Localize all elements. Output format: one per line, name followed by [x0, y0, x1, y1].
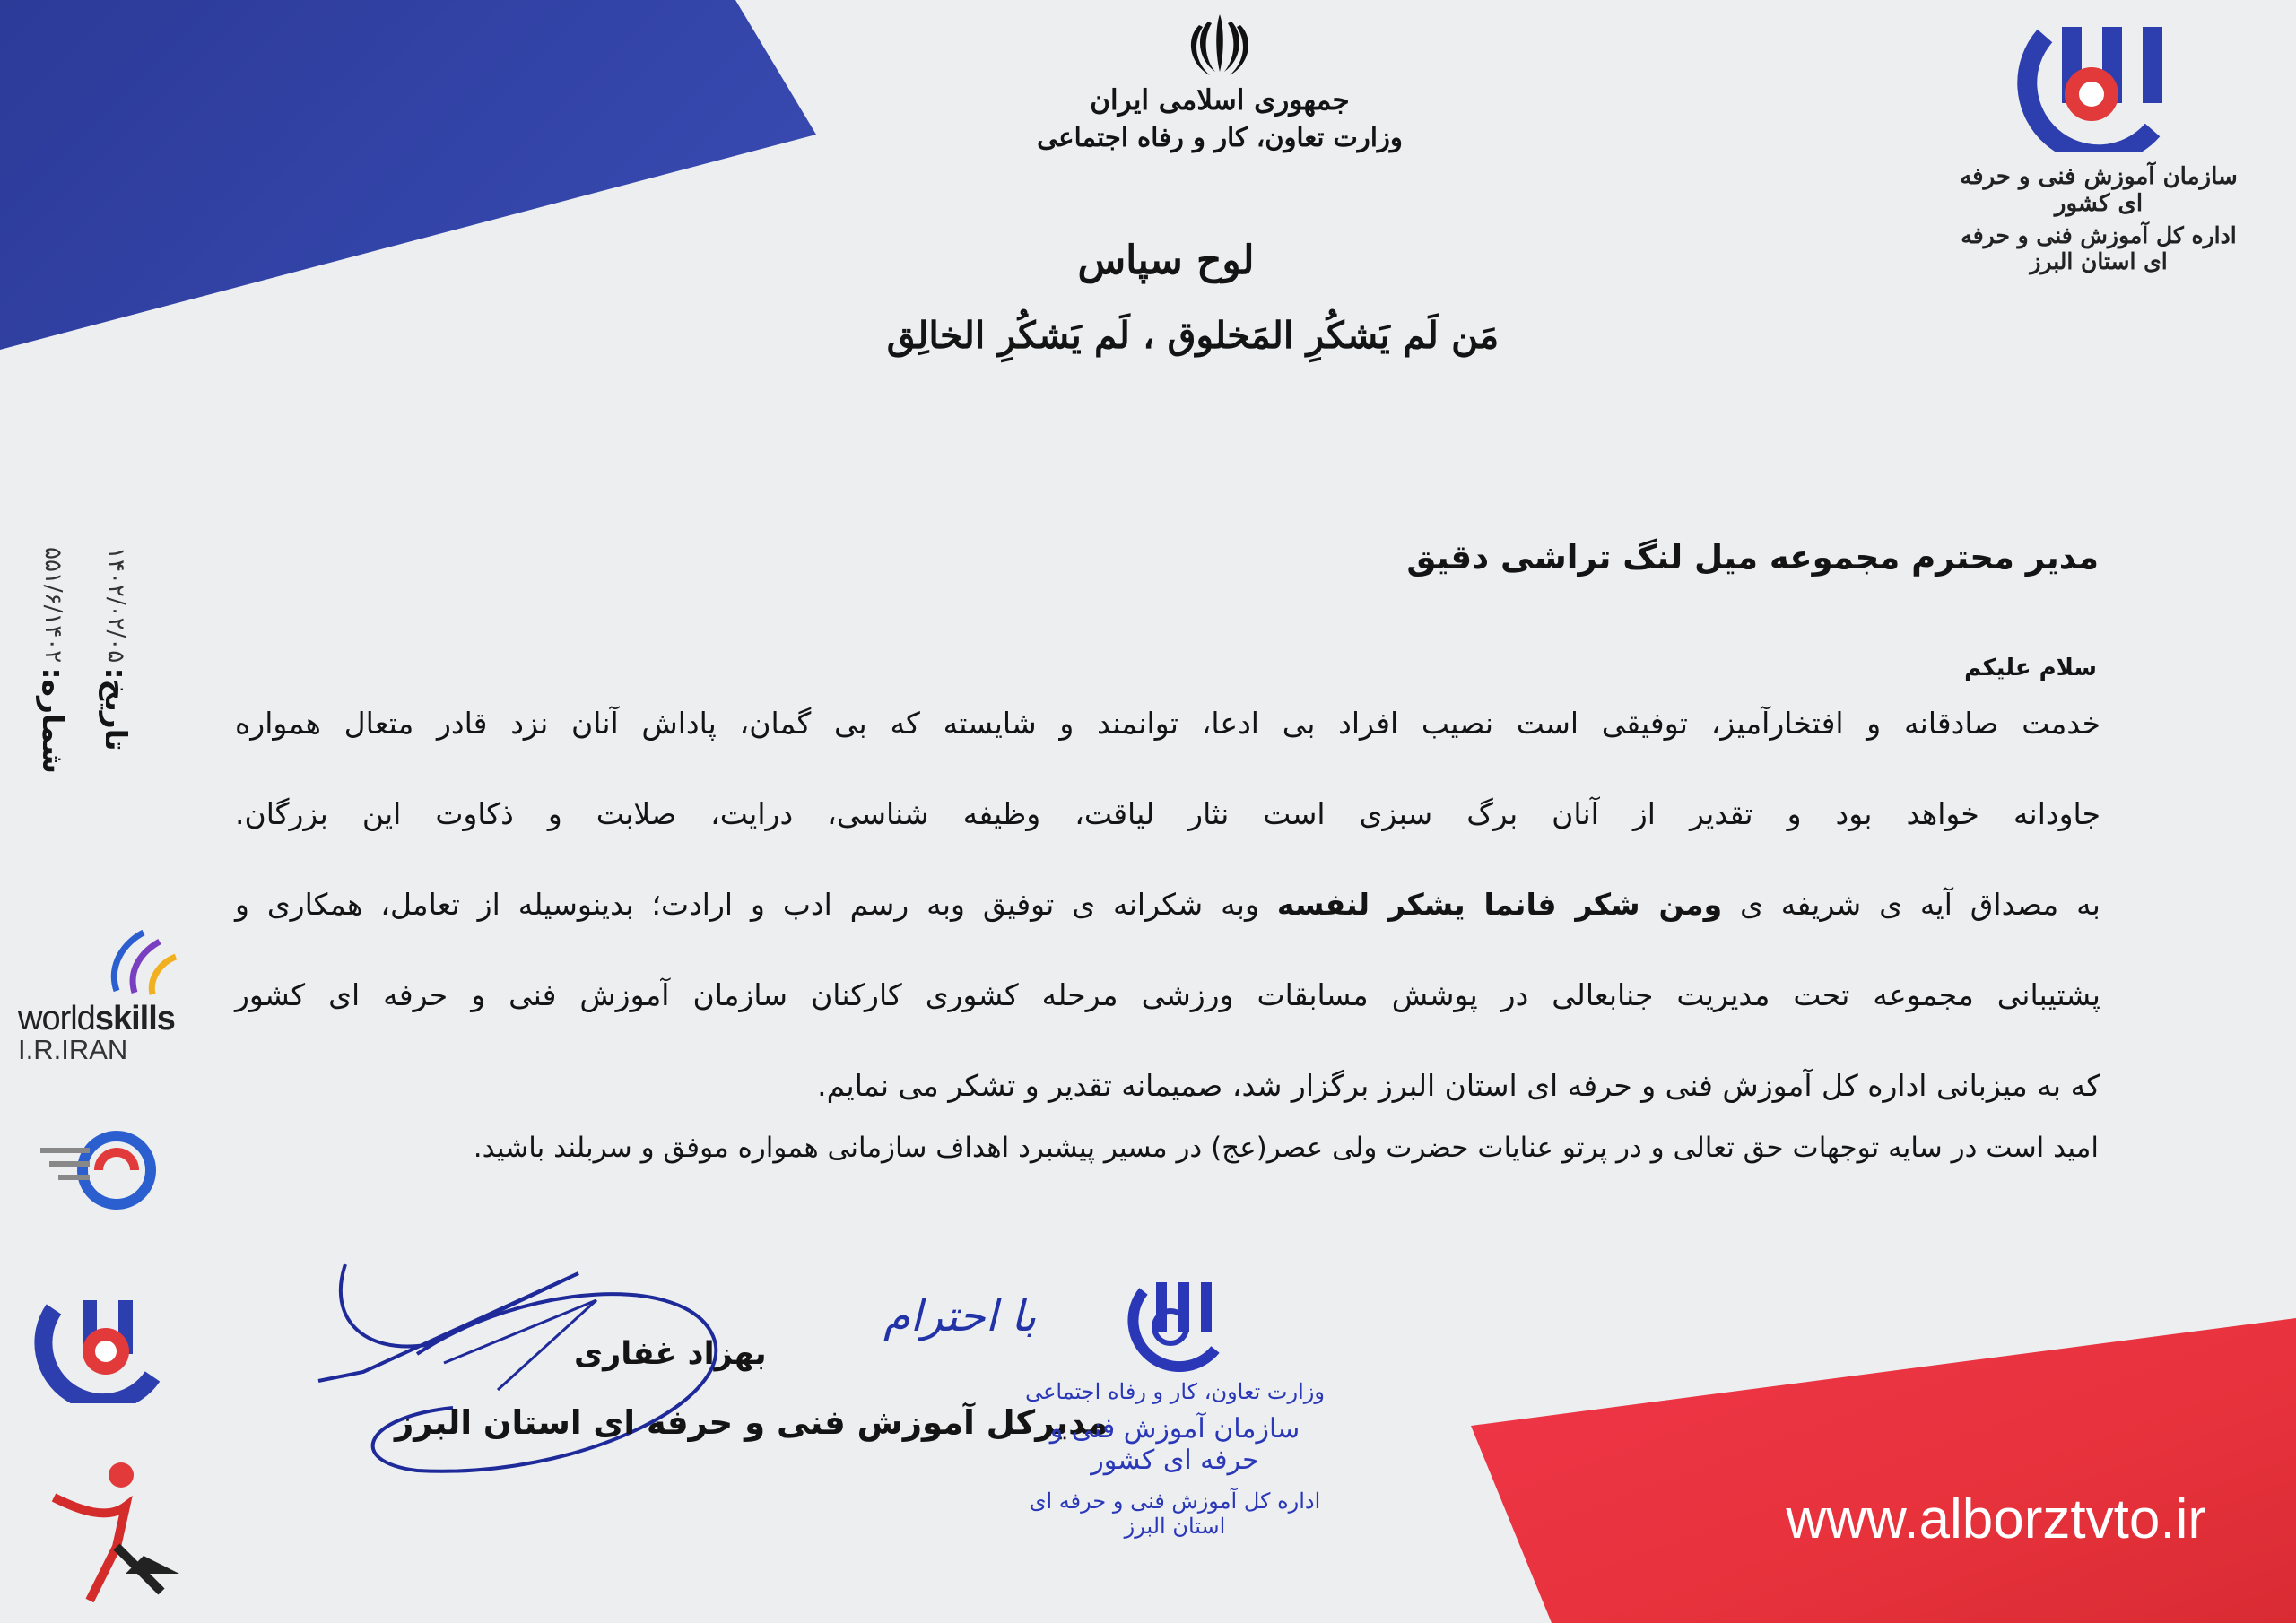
body-line: پشتیبانی مجموعه تحت مدیریت جنابعالی در پوشش مسابقات ورزشی مرحله کشوری کارکنان سازمان آموزش فنی و حرفه ای کشور	[235, 977, 2100, 1012]
stamp-line-ministry: وزارت تعاون، کار و رفاه اجتماعی	[1025, 1379, 1325, 1404]
sports-logo	[27, 1457, 179, 1613]
document-metadata	[27, 511, 152, 834]
worldskills-country: I.R.IRAN	[18, 1034, 128, 1065]
body-line-end: وبه شکرانه ی توفیق وبه رسم ادب و ارادت؛ بدینوسیله از تعامل، همکاری و	[235, 887, 1259, 922]
date-label: تاریخ:	[99, 667, 134, 751]
number-value: ۵۵۱/۶/۱۴۰۲	[39, 547, 66, 664]
official-stamp	[1022, 1273, 1327, 1539]
worldskills-brand-b: skills	[94, 1000, 175, 1037]
page-title: لوح سپاس	[1077, 238, 1255, 283]
website-url[interactable]: www.alborztvto.ir	[1786, 1488, 2206, 1550]
stamp-logo-icon	[1108, 1273, 1242, 1372]
body-line	[235, 873, 2100, 964]
signatory-name: بهزاد غفاری	[574, 1336, 767, 1372]
stamp-line-org: سازمان آموزش فنی و حرفه ای کشور	[1049, 1413, 1300, 1476]
closing-line: امید است در سایه توجهات حق تعالی و در پرتو عنایات حضرت ولی عصر(عج) در مسیر پیشبرد اهداف سازمانی همواره موفق و سربلند باشید.	[473, 1132, 2099, 1164]
body-line: خدمت صادقانه و افتخارآمیز، توفیقی است نصیب افراد بی ادعا، توانمند و شایسته که بی گمان، پاداش آنان نزد قادر متعال همواره	[235, 706, 2100, 741]
worldskills-logo	[18, 928, 188, 1066]
number-column	[36, 511, 71, 834]
body-line: جاودانه خواهد بود و تقدیر از آنان برگ سبزی است نثار لیاقت، وظیفه شناسی، درایت، صلابت و ذکاوت این بزرگان.	[235, 796, 2100, 831]
org-name-provincial: اداره کل آموزش فنی و حرفه ای استان البرز	[1961, 222, 2237, 274]
tvto-logo-icon	[1991, 18, 2206, 152]
hadith-quote: مَن لَم یَشکُرِ المَخلوق ، لَم یَشکُرِ الخالِق	[886, 314, 1500, 357]
blue-corner-decoration	[0, 0, 816, 350]
country-name: جمهوری اسلامی ایران	[1090, 84, 1350, 117]
electronic-skills-icon	[27, 1287, 179, 1403]
org-name-national: سازمان آموزش فنی و حرفه ای کشور	[1960, 163, 2238, 217]
quran-verse: ومن شکر فانما یشکر لنفسه	[1276, 887, 1723, 922]
greeting: سلام علیکم	[1964, 655, 2097, 681]
letter-body	[235, 692, 2100, 1145]
digital-skills-icon	[27, 1116, 170, 1233]
body-line-start: به مصداق آیه ی شریفه ی	[1740, 887, 2100, 922]
stamp-line-province: اداره کل آموزش فنی و حرفه ای استان البرز	[1029, 1488, 1321, 1539]
date-value: ۱۴۰۲/۰۲/۰۵	[102, 547, 129, 664]
digital-skills-logo	[27, 1116, 170, 1237]
electronic-skills-logo	[27, 1287, 179, 1407]
handwritten-note: با احترام	[883, 1291, 1037, 1341]
body-line: که به میزبانی اداره کل آموزش فنی و حرفه ای استان البرز برگزار شد، صمیمانه تقدیر و تشکر می نمایم.	[817, 1068, 2100, 1103]
athlete-icon	[27, 1457, 179, 1610]
recipient-line: مدیر محترم مجموعه میل لنگ تراشی دقیق	[1406, 538, 2099, 577]
signatory-title: مدیرکل آموزش فنی و حرفه ای استان البرز	[395, 1403, 1109, 1442]
iran-emblem-icon	[1179, 9, 1260, 81]
date-column	[99, 511, 134, 834]
worldskills-mark-icon	[99, 928, 188, 1000]
number-label: شماره:	[36, 667, 71, 774]
red-corner-decoration	[1471, 1318, 2296, 1623]
worldskills-brand-a: world	[18, 1000, 95, 1037]
handwritten-signature	[309, 1246, 740, 1506]
header	[987, 9, 1453, 152]
ministry-name: وزارت تعاون، کار و رفاه اجتماعی	[1037, 122, 1403, 152]
tvto-logo-block	[1955, 18, 2242, 274]
